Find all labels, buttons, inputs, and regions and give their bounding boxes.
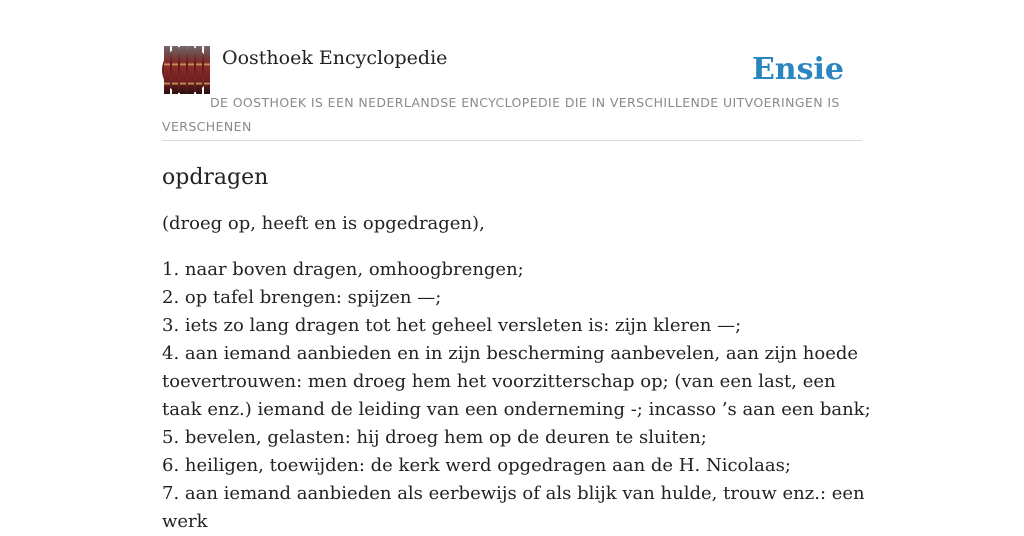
definition-item-7: 7. aan iemand aanbieden als eerbewijs of als blijk van hulde, trouw enz.: een werk — [162, 483, 865, 532]
definition-item-1: 1. naar boven dragen, omhoogbrengen; — [162, 259, 524, 280]
encyclopedia-books-icon[interactable] — [162, 46, 210, 94]
ensie-logo-link[interactable]: Ensie — [751, 52, 844, 87]
site-title-link[interactable]: Oosthoek Encyclopedie — [222, 47, 448, 69]
definition-item-4: 4. aan iemand aanbieden en in zijn bescherming aanbevelen, aan zijn hoede toevertrouwen: men droeg hem het voorzitterschap op; (van een last, een taak enz.) iemand de leiding van een onderneming -; incasso ’s aan een bank; — [162, 343, 871, 420]
definition-item-3: 3. iets zo lang dragen tot het geheel versleten is: zijn kleren —; — [162, 315, 742, 336]
definition-list — [162, 256, 872, 536]
definition-item-5: 5. bevelen, gelasten: hij droeg hem op de deuren te sluiten; — [162, 427, 707, 448]
site-header — [162, 46, 862, 141]
definition-item-2: 2. op tafel brengen: spijzen —; — [162, 287, 442, 308]
entry-grammar: (droeg op, heeft en is opgedragen), — [162, 213, 485, 234]
entry-content — [162, 160, 872, 536]
definition-item-6: 6. heiligen, toewijden: de kerk werd opgedragen aan de H. Nicolaas; — [162, 455, 791, 476]
entry-headword: opdragen — [162, 165, 269, 190]
site-tagline: DE OOSTHOEK IS EEN NEDERLANDSE ENCYCLOPEDIE DIE IN VERSCHILLENDE UITVOERINGEN IS VERSCHENEN — [162, 95, 840, 134]
